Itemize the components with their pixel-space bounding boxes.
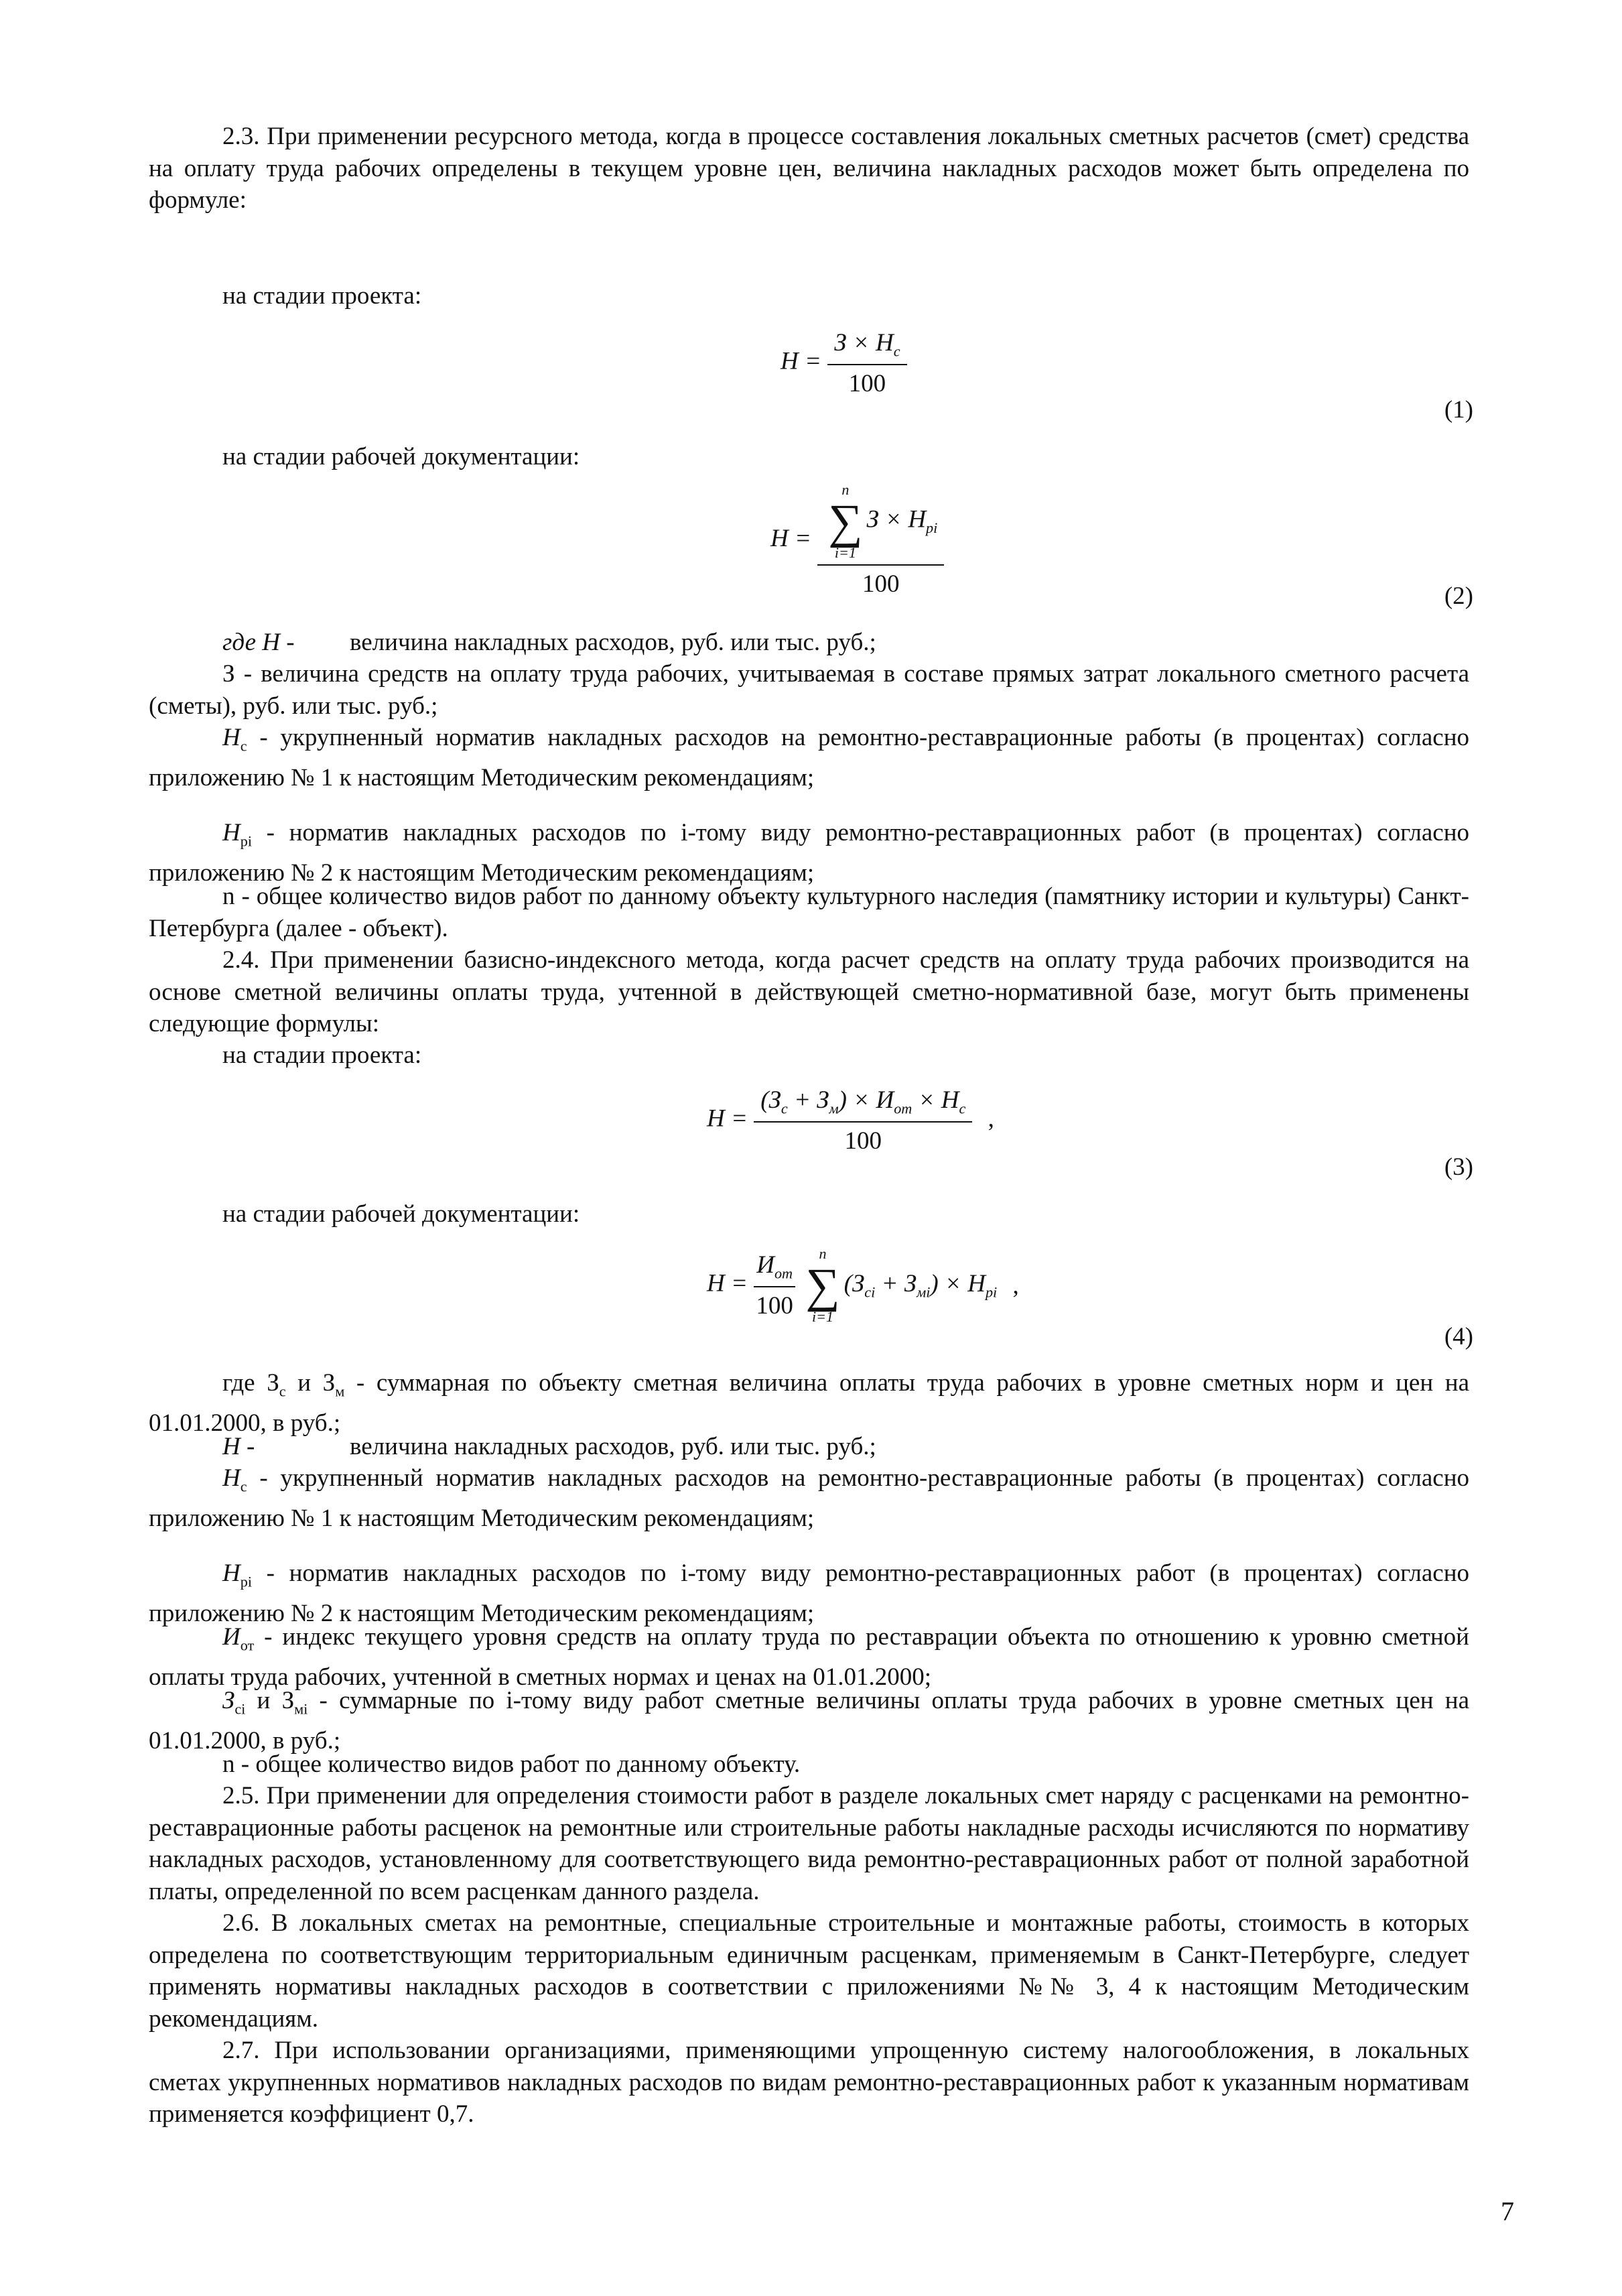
stage-work-docs-label: на стадии рабочей документации: [222,443,580,470]
equation-number-1: (1) [1444,396,1473,424]
equation-number-4: (4) [1444,1323,1473,1350]
legend-2-n: n - общее количество видов работ по данному объекту. [222,1750,801,1778]
formula-4-sum: n ∑ i=1 [805,1245,840,1325]
legend-1-H: где Н - величина накладных расходов, руб. или тыс. руб.; [222,629,876,656]
formula-1-fraction [827,328,906,398]
formula-2-denominator: 100 [862,570,900,598]
formula-2-fraction [817,483,944,598]
formula-1-numerator: З × Н [834,329,894,357]
formula-3-comma: , [988,1104,994,1133]
formula-3 [707,1086,994,1155]
formula-4-fraction: $\frac{И_{от}}{100}$ [754,1251,795,1320]
paragraph-2-6: 2.6. В локальных сметах на ремонтные, специальные строительные и монтажные работы, стоимость в которых определена по соответствующим территориальным единичным расценкам, применяемым в Санкт-Петербурге, следует применять нормативы накладных расходов в соответствии с приложениями №№ 3, 4 к настоящим Методическим рекомендациям. [149,1909,1469,2033]
legend-1-n: n - общее количество видов работ по данному объекту культурного наследия (памятнику истории и культуры) Санкт-Петербурга (далее - объект). [149,883,1469,942]
paragraph-2-7: 2.7. При использовании организациями, применяющими упрощенную систему налогообложения, в локальных сметах укрупненных нормативов накладных расходов по видам ремонтно-реставрационных работ к указанным нормативам применяется коэффициент 0,7. [149,2037,1469,2128]
sigma-symbol-2: ∑ [805,1259,840,1312]
formula-1-denominator: 100 [848,370,886,398]
paragraph-2-5: 2.5. При применении для определения стоимости работ в разделе локальных смет наряду с расценками на ремонтно-реставрационные работы расценок на ремонтные или строительные работы накладные расходы исчисляются по нормативу накладных расходов, установленному для соответствующего вида ремонтно-реставрационных работ от полной заработной платы, определенной по всем расценкам данного раздела. [149,1782,1469,1905]
legend-2-H: Н - величина накладных расходов, руб. или тыс. руб.; [222,1433,876,1460]
legend-1-Z: З - величина средств на оплату труда рабочих, учитываемая в составе прямых затрат локального сметного расчета (сметы), руб. или тыс. руб.; [149,660,1469,720]
formula-2 [770,483,944,598]
stage-work-docs-label-2: на стадии рабочей документации: [222,1200,580,1228]
stage-project-label: на стадии проекта: [222,282,422,310]
legend-1-Hc: $Н_с$ - укрупненный норматив накладных расходов на ремонтно-реставрационные работы (в процентах) согласно приложению № 1 к настоящим Методическим рекомендациям; [149,724,1470,791]
legend-2-Hpi: $Н_{pi}$ - норматив накладных расходов по i-тому виду ремонтно-реставрационных работ (в процентах) согласно приложению № 2 к настоящим Методическим рекомендациям; [149,1559,1470,1627]
formula-2-lhs: Н = [770,524,811,552]
legend-2-Zci: $З_{ci}$ и $З_{мi}$ - суммарные по i-тому виду работ сметные величины оплаты труда рабочих в уровне сметных цен на 01.01.2000, в руб.; [149,1687,1469,1755]
formula-4-lhs: Н = [707,1269,748,1297]
equation-number-3: (3) [1444,1153,1473,1181]
paragraph-2-3: 2.3. При применении ресурсного метода, когда в процессе составления локальных сметных расчетов (смет) средства на оплату труда рабочих определены в текущем уровне цен, величина накладных расходов может быть определена по формуле: [149,123,1469,214]
legend-2-Hc: $Н_с$ - укрупненный норматив накладных расходов на ремонтно-реставрационные работы (в процентах) согласно приложению № 1 к настоящим Методическим рекомендациям; [149,1464,1470,1532]
formula-2-sum-bottom: i=1 [834,544,856,561]
formula-3-lhs: Н = [707,1104,748,1133]
page-number: 7 [1501,2196,1514,2226]
formula-2-sum-top: n [841,481,850,498]
sigma-symbol: ∑ [828,495,863,548]
equation-number-2: (2) [1444,582,1473,610]
stage-project-label-2: на стадии проекта: [222,1041,422,1069]
formula-1 [781,328,907,398]
formula-4: Н = $\frac{И_{от}}{100}$ n ∑ i=1 $(З_{ci} + З_{мi}) \times Н_{pi}$ , [707,1245,1019,1325]
legend-2-Iot: $И_{от}$ - индекс текущего уровня средств на оплату труда по реставрации объекта по отношению к уровню сметной оплаты труда рабочих, учтенной в сметных нормах и ценах на 01.01.2000; [149,1623,1469,1691]
formula-2-sum [828,483,862,560]
formula-3-fraction: $\frac{(З_с + З_м) \times И_{от} \times Н_с}{100}$ [754,1086,972,1155]
formula-2-numerator: З × Н [866,505,927,533]
legend-2-ZcZm: где $З_с$ и $З_м$ - суммарная по объекту сметная величина оплаты труда рабочих в уровне сметных норм и цен на 01.01.2000, в руб.; [149,1369,1469,1437]
formula-1-numerator-sub: с [893,342,900,360]
formula-2-numerator-sub: pi [926,519,938,536]
formula-1-lhs: Н = [781,347,821,375]
paragraph-2-4: 2.4. При применении базисно-индексного метода, когда расчет средств на оплату труда рабочих производится на основе сметной величины оплаты труда, учтенной в действующей сметно-нормативной базе, могут быть применены следующие формулы: [149,946,1469,1037]
formula-3-denominator: 100 [844,1127,882,1155]
legend-1-Hpi: $Н_{pi}$ - норматив накладных расходов по i-тому виду ремонтно-реставрационных работ (в процентах) согласно приложению № 2 к настоящим Методическим рекомендациям; [149,819,1470,887]
formula-4-comma: , [1012,1271,1019,1299]
